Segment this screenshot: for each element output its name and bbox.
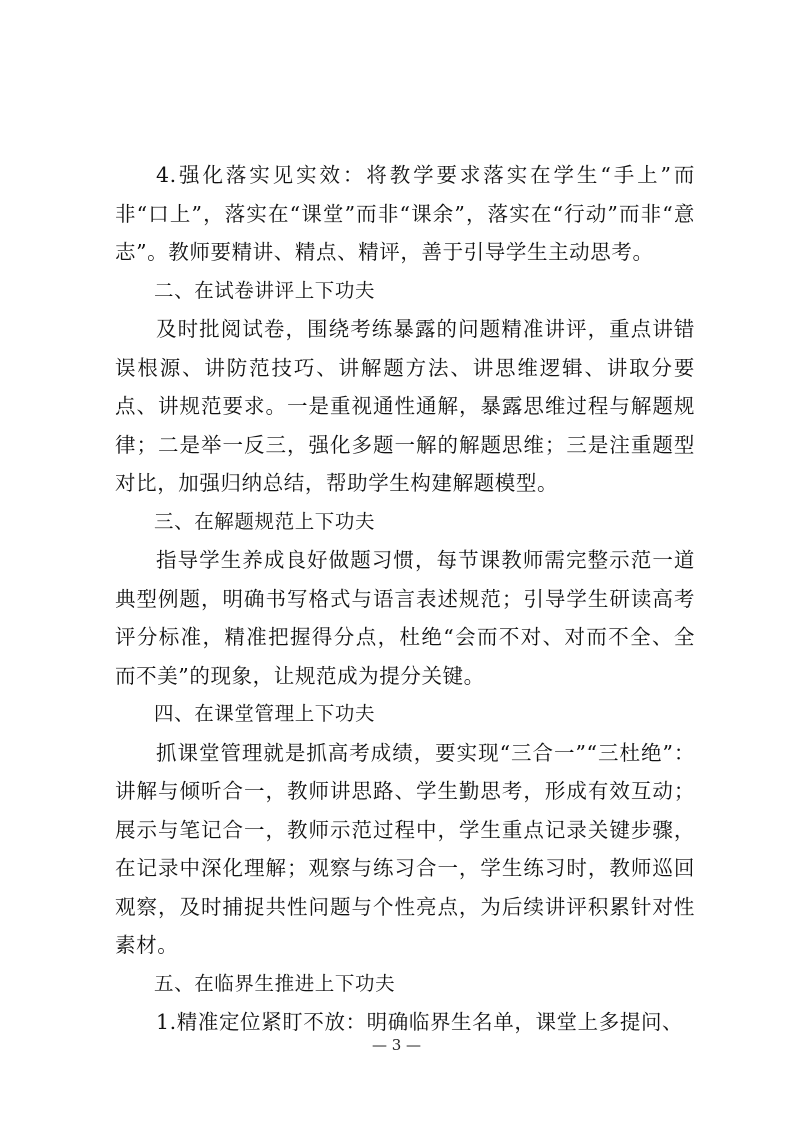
paragraph-borderline-students: 1.精准定位紧盯不放：明确临界生名单，课堂上多提问、 xyxy=(156,1010,684,1034)
emphasis-lead: 一是 xyxy=(286,394,330,418)
section-heading-borderline-students: 五、在临界生推进上下功夫 xyxy=(154,971,396,995)
paragraph-teaching-implementation: 4.强化落实见实效：将教学要求落实在学生“手上”而非“口上”，落实在“课堂”而非“课余”，落实在“行动”而非“意志”。教师要精讲、精点、精评，善于引导学生主动思考。 xyxy=(115,163,695,264)
emphasis-lead: 三是 xyxy=(566,432,610,457)
section-heading-solution-standards: 三、在解题规范上下功夫 xyxy=(154,509,376,533)
page-number: — 3 — xyxy=(371,1036,422,1054)
section-heading-exam-review: 二、在试卷讲评上下功夫 xyxy=(154,278,376,302)
section-heading-classroom-management: 四、在课堂管理上下功夫 xyxy=(154,702,376,725)
paragraph-text: 举一反三，强化多题一解的解题思维； xyxy=(201,432,567,457)
paragraph-text: 及时批阅试卷，围绕考练暴露的问题精准讲评，重点讲错误根源、讲防范技巧、讲解题方法、讲思维逻辑、讲取分要点、讲规范要求。 xyxy=(115,317,695,418)
paragraph-classroom-management: 抓课堂管理就是抓高考成绩，要实现“三合一”“三杜绝”：讲解与倾听合一，教师讲思路、学生勤思考，形成有效互动；展示与笔记合一，教师示范过程中，学生重点记录关键步骤，在记录中深化理解；观察与练习合一，学生练习时，教师巡回观察，及时捕捉共性问题与个性亮点，为后续讲评积累针对性素材。 xyxy=(115,740,695,957)
paragraph-text: 注重题型对比，加强归纳总结，帮助学生构建解题模型。 xyxy=(115,432,696,495)
emphasis-lead: 二是 xyxy=(157,432,201,457)
paragraph-text: 重视通性通解，暴露思维过程与解题规律； xyxy=(115,394,695,457)
document-body xyxy=(115,156,695,1042)
paragraph-exam-review xyxy=(115,310,695,503)
paragraph-solution-standards: 指导学生养成良好做题习惯，每节课教师需完整示范一道典型例题，明确书写格式与语言表述规范；引导学生研读高考评分标准，精准把握得分点，杜绝“会而不对、对而不全、全而不美”的现象，让规范成为提分关键。 xyxy=(115,548,695,688)
